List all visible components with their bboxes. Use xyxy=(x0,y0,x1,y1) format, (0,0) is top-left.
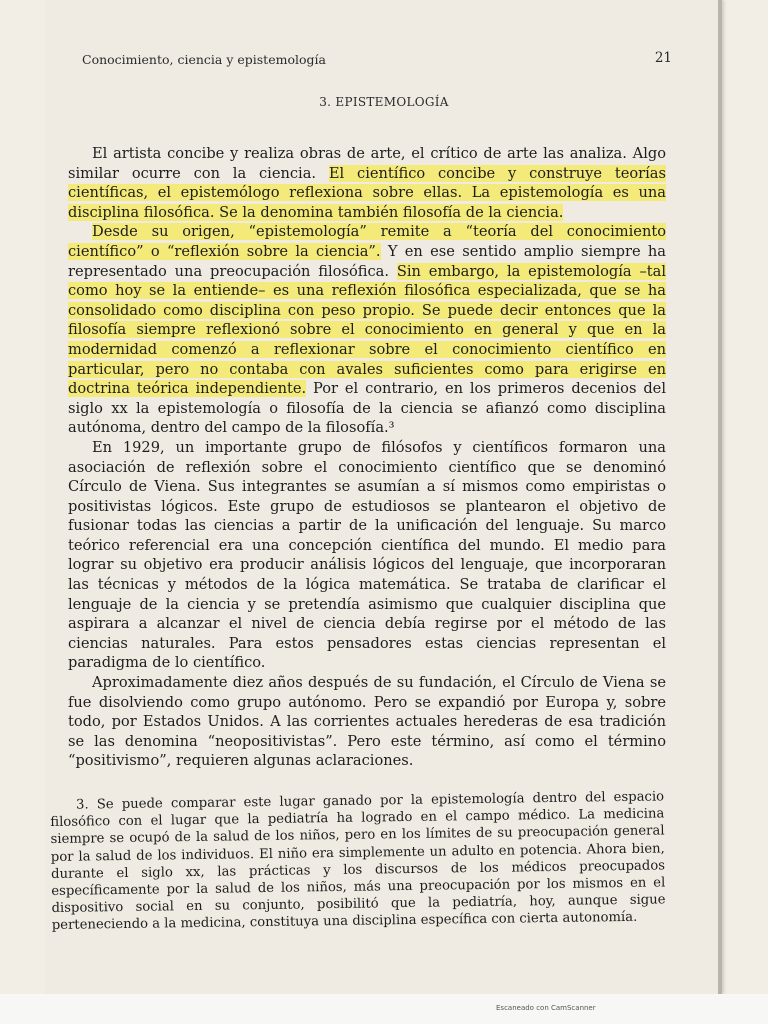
scanner-watermark: Escaneado con CamScanner xyxy=(496,1004,596,1012)
section-title: 3. EPISTEMOLOGÍA xyxy=(319,95,449,109)
paragraph-3: En 1929, un importante grupo de filósofos y científicos formaron una asociación de reflexión sobre el conocimiento científico que se denominó Círculo de Viena. Sus integrantes se asumían a sí mismos como empiristas o positivistas lógicos. Este grupo de estudiosos se plantearon el objetivo de fusionar todas las ciencias a partir de la unificación del lenguaje. Su marco teórico referencial era una concepción científica del mundo. El medio para lograr su objetivo era producir análisis lógicos del lenguaje, que incorporaran las técnicas y métodos de la lógica matemática. Se trataba de clarificar el lenguaje de la ciencia y se pretendía asimismo que cualquier disciplina que aspirara a alcanzar el nivel de ciencia debía regirse por el método de las ciencias naturales. Para estos pensadores estas ciencias representan el paradigma de lo científico. xyxy=(68,438,666,672)
footnote xyxy=(50,788,666,934)
footnote-text: 3. Se puede comparar este lugar ganado por la epistemología dentro del espacio filosófico con el lugar que la pediatría ha logrado en el campo médico. La medicina siempre se ocupó de la salud de los niños, pero en los límites de su preocupación general por la salud de los individuos. El niño era simplemente un adulto en potencia. Ahora bien, durante el siglo xx, las prácticas y los discursos de los médicos preocupados específicamente por la salud de los niños, más una preocupación por los mismos en el dispositivo social en su conjunto, posibilitó que la pediatría, hoy, aunque sigue perteneciendo a la medicina, constituya una disciplina específica con cierta autonomía. xyxy=(50,789,666,934)
highlighted-passage: Desde su origen, “epistemología” remite a “teoría del conocimiento científico” o “reflexión sobre la ciencia”. xyxy=(68,223,666,260)
highlighted-passage: Sin embargo, la epistemología –tal como hoy se la entiende– es una reflexión filosófica especializada, que se ha consolidado como disciplina con peso propio. Se puede decir entonces que la filosofía siempre reflexionó sobre el conocimiento en general y que en la modernidad comenzó a reflexionar sobre el conocimiento científico en particular, pero no contaba con avales suficientes como para erigirse en doctrina teórica independiente. xyxy=(68,262,667,398)
running-title: Conocimiento, ciencia y epistemología xyxy=(82,52,326,67)
body-text xyxy=(68,144,666,771)
p1-text: El artista concibe y realiza obras de arte, el crítico de arte las analiza. Algo similar ocurre con la ciencia. xyxy=(68,145,666,182)
highlighted-passage: El científico concibe y construye teorías científicas, el epistemólogo reflexiona sobre ellas. La epistemología es una disciplina filosófica. Se la denomina también filosofía de la ciencia. xyxy=(68,164,666,221)
p2-text-end: Por el contrario, en los primeros decenios del siglo xx la epistemología o filosofía de la ciencia se afianzó como disciplina autónoma, dentro del campo de la filosofía.³ xyxy=(68,380,666,437)
paragraph-1 xyxy=(68,144,666,222)
page-number: 21 xyxy=(654,50,672,66)
scan-footer-strip xyxy=(0,994,768,1024)
paragraph-4: Aproximadamente diez años después de su fundación, el Círculo de Viena se fue disolviendo como grupo autónomo. Pero se expandió por Europa y, sobre todo, por Estados Unidos. A las corrientes actuales herederas de esa tradición se las denomina “neopositivistas”. Pero este término, así como el término “positivismo”, requieren algunas aclaraciones. xyxy=(68,674,666,770)
p2-text: Y en ese sentido amplio siempre ha representado una preocupación filosófica. xyxy=(68,242,667,280)
paragraph-2 xyxy=(68,222,666,438)
page-edge xyxy=(718,0,722,994)
running-header xyxy=(82,50,672,72)
